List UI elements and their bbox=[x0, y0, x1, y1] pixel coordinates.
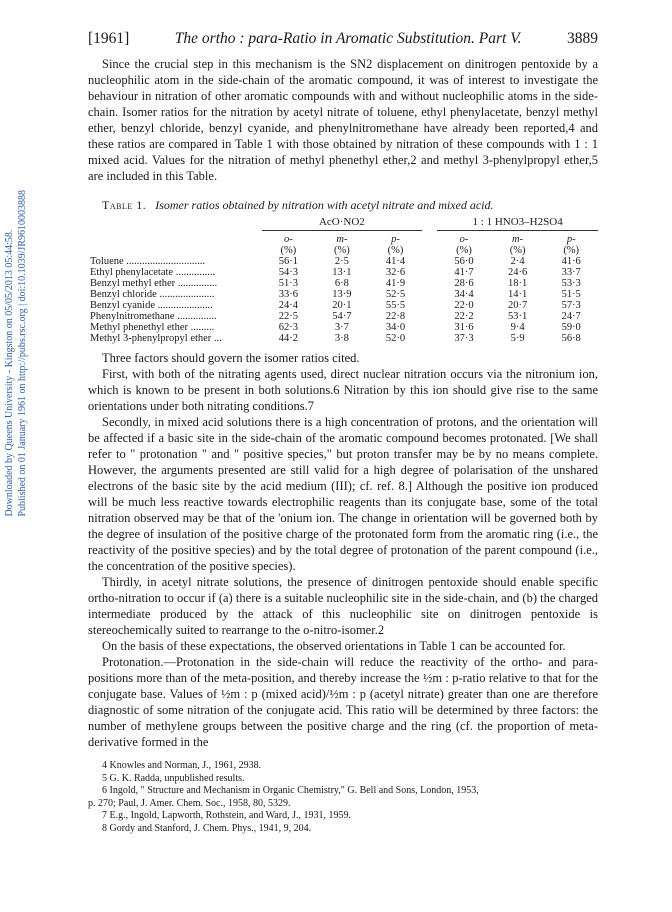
isomer-header: m- bbox=[336, 234, 348, 245]
isomer-header: p- bbox=[566, 234, 576, 245]
value-cell: 53·1 bbox=[507, 311, 528, 322]
value-cell: 2·4 bbox=[510, 256, 525, 267]
unit-label: (%) bbox=[509, 245, 526, 256]
value-cell: 41·7 bbox=[454, 267, 474, 278]
compound-name: Methyl 3-phenylpropyl ether ... bbox=[90, 333, 222, 344]
value-cell: 62·3 bbox=[278, 322, 298, 333]
protonation-paragraph: Protonation.—Protonation in the side-chain will reduce the reactivity of the ortho- and para-positions more than of the meta-position, and thereby increase the ½m : p-ratio relative to that for the conjugate base. Values of ½m : p (mixed acid)/½m : p (acetyl nitrate) greater than one are therefore diagnostic of some nitration of the conjugate acid. This ratio will be determined by three factors: the number of methylene groups between the positive charge and the ring (cf. the proportion of meta-derivative formed in the bbox=[88, 655, 598, 749]
value-cell: 20·1 bbox=[332, 300, 352, 311]
value-cell: 37·3 bbox=[454, 333, 474, 344]
isomer-header: p- bbox=[391, 234, 400, 245]
compound-name: Benzyl chloride ..................... bbox=[90, 289, 215, 300]
running-header bbox=[88, 30, 598, 48]
table-row bbox=[88, 322, 598, 333]
watermark-line-1: Downloaded by Queens University - Kingston on 05/05/2013 05:44:58. bbox=[4, 229, 15, 517]
value-cell: 57·3 bbox=[561, 300, 581, 311]
value-cell: 34·4 bbox=[454, 289, 474, 300]
value-cell: 34·0 bbox=[385, 322, 406, 333]
compound-name: Benzyl methyl ether ............... bbox=[90, 278, 218, 289]
value-cell: 3·7 bbox=[334, 322, 349, 333]
footnotes bbox=[88, 760, 598, 835]
value-cell: 2·5 bbox=[334, 256, 349, 267]
value-cell: 5·9 bbox=[510, 333, 525, 344]
value-cell: 22·2 bbox=[454, 311, 474, 322]
group-mixed-acid: 1 : 1 HNO3–H2SO4 bbox=[472, 216, 563, 228]
header-title: The ortho : para-Ratio in Aromatic Substitution. Part V. bbox=[174, 30, 522, 47]
header-year: [1961] bbox=[88, 30, 130, 47]
isomer-header-row bbox=[88, 234, 598, 245]
value-cell: 41·6 bbox=[561, 256, 581, 267]
value-cell: 13·1 bbox=[332, 267, 352, 278]
isomer-header: m- bbox=[512, 234, 524, 245]
compound-name: Methyl phenethyl ether ......... bbox=[90, 322, 215, 333]
value-cell: 9·4 bbox=[510, 322, 525, 333]
value-cell: 56·1 bbox=[278, 256, 298, 267]
page bbox=[88, 30, 598, 835]
value-cell: 54·3 bbox=[278, 267, 298, 278]
compound-name: Toluene .............................. bbox=[90, 256, 206, 267]
value-cell: 18·1 bbox=[507, 278, 528, 289]
table-title: Isomer ratios obtained by nitration with acetyl nitrate and mixed acid. bbox=[155, 198, 494, 212]
value-cell: 22·8 bbox=[385, 311, 406, 322]
table-row bbox=[88, 311, 598, 322]
body-paragraph: Three factors should govern the isomer ratios cited. bbox=[102, 351, 360, 365]
unit-row bbox=[88, 245, 598, 256]
value-cell: 13·9 bbox=[332, 289, 352, 300]
unit-label: (%) bbox=[280, 245, 297, 256]
footnote-continuation: p. 270; Paul, J. Amer. Chem. Soc., 1958, 80, 5329. bbox=[88, 797, 291, 809]
value-cell: 33·6 bbox=[278, 289, 298, 300]
value-cell: 56·0 bbox=[454, 256, 474, 267]
body-paragraph: Thirdly, in acetyl nitrate solutions, the presence of dinitrogen pentoxide should enable specific ortho-nitration to occur if (a) there is a suitable nucleophilic site in the side-chain, and (b) the charged intermediate produced by the attack of this nucleophilic site on dinitrogen pentoxide is stereochemically suited to rearrange to the o-nitro-isomer.2 bbox=[88, 575, 598, 637]
table-row bbox=[88, 289, 598, 300]
download-watermark bbox=[3, 190, 29, 517]
value-cell: 3·8 bbox=[334, 333, 349, 344]
table-row bbox=[88, 300, 598, 311]
intro-paragraph: Since the crucial step in this mechanism is the SN2 displacement on dinitrogen pentoxide by a nucleophilic atom in the side-chain of the aromatic compound, it was of interest to investigate the behaviour in nitration of other aromatic compounds with and without nucleophilic atoms in the side-chain. Isomer ratios for the nitration by acetyl nitrate of toluene, ethyl phenylacetate, benzyl methyl ether, benzyl chloride, benzyl cyanide, and phenylnitromethane have already been reported,4 and these ratios are compared in Table 1 with those obtained by nitration of these compounds with 1 : 1 mixed acid. Values for the nitration of methyl phenethyl ether,2 and methyl 3-phenylpropyl ether,5 are included in this Table. bbox=[88, 57, 598, 183]
table-row bbox=[88, 256, 598, 267]
value-cell: 24·4 bbox=[278, 300, 298, 311]
group-acetyl-nitrate: AcO·NO2 bbox=[318, 216, 365, 228]
value-cell: 56·8 bbox=[561, 333, 581, 344]
value-cell: 24·6 bbox=[507, 267, 528, 278]
watermark-line-2: Published on 01 January 1961 on http://pubs.rsc.org | doi:10.1039/JR9610003888 bbox=[17, 190, 28, 517]
value-cell: 14·1 bbox=[507, 289, 528, 300]
value-cell: 44·2 bbox=[278, 333, 298, 344]
unit-label: (%) bbox=[456, 245, 472, 256]
value-cell: 52·5 bbox=[385, 289, 406, 300]
value-cell: 41·4 bbox=[385, 256, 406, 267]
value-cell: 51·3 bbox=[278, 278, 298, 289]
value-cell: 24·7 bbox=[561, 311, 581, 322]
value-cell: 54·7 bbox=[332, 311, 352, 322]
value-cell: 20·7 bbox=[507, 300, 528, 311]
value-cell: 52·0 bbox=[385, 333, 406, 344]
compound-name: Ethyl phenylacetate ............... bbox=[90, 267, 216, 278]
value-cell: 31·6 bbox=[454, 322, 474, 333]
compound-name: Benzyl cyanide ..................... bbox=[90, 300, 213, 311]
footnote: 7 E.g., Ingold, Lapworth, Rothstein, and Ward, J., 1931, 1959. bbox=[102, 810, 351, 821]
body-paragraph: Secondly, in mixed acid solutions there is a high concentration of protons, and the orientation will be affected if a basic site in the side-chain of the aromatic compound becomes protonated. [We shall refer to " protonation " and " positive species," but proton transfer may be by no means complete. However, the arguments presented are still valid for a high degree of polarisation of the unshared electrons of the basic site by the acid medium (III); cf. ref. 8.] Although the positive ion produced will be much less reactive towards electrophilic reagents than its conjugate base, some of the total nitration observed may be that of the 'onium ion. The change in orientation will be governed both by the degree of insulation of the positive charge of the protonated form from the aromatic ring (i.e., the reactivity of the positive species) and by the total degree of protonation of the parent compound (i.e., the concentration of the positive species). bbox=[88, 415, 598, 573]
footnote: 4 Knowles and Norman, J., 1961, 2938. bbox=[102, 760, 262, 771]
table-number: Table 1. bbox=[102, 198, 147, 212]
table-caption bbox=[102, 198, 598, 213]
value-cell: 6·8 bbox=[334, 278, 349, 289]
table-row bbox=[88, 333, 598, 344]
value-cell: 53·3 bbox=[561, 278, 581, 289]
footnote: 5 G. K. Radda, unpublished results. bbox=[102, 772, 245, 784]
page-number: 3889 bbox=[567, 30, 598, 47]
value-cell: 55·5 bbox=[385, 300, 406, 311]
table-row bbox=[88, 267, 598, 278]
table-row bbox=[88, 278, 598, 289]
footnote: 6 Ingold, " Structure and Mechanism in Organic Chemistry," G. Bell and Sons, London, 1953, bbox=[102, 785, 479, 796]
body-paragraph: On the basis of these expectations, the observed orientations in Table 1 can be accounted for. bbox=[102, 639, 566, 653]
unit-label: (%) bbox=[563, 245, 580, 256]
value-cell: 33·7 bbox=[561, 267, 581, 278]
body-paragraph: First, with both of the nitrating agents used, direct nuclear nitration occurs via the nitronium ion, which is known to be present in both solutions.6 Nitration by this ion should give rise to the same orientations under both nitrating conditions.7 bbox=[88, 367, 598, 413]
value-cell: 28·6 bbox=[454, 278, 474, 289]
value-cell: 32·6 bbox=[385, 267, 406, 278]
footnote: 8 Gordy and Stanford, J. Chem. Phys., 1941, 9, 204. bbox=[102, 822, 312, 834]
isomer-ratio-table bbox=[88, 217, 598, 344]
value-cell: 59·0 bbox=[561, 322, 581, 333]
value-cell: 22·0 bbox=[454, 300, 474, 311]
value-cell: 41·9 bbox=[385, 278, 406, 289]
unit-label: (%) bbox=[387, 245, 404, 256]
unit-label: (%) bbox=[334, 245, 350, 256]
compound-name: Phenylnitromethane ............... bbox=[90, 311, 217, 322]
isomer-header: o- bbox=[283, 234, 293, 245]
value-cell: 51·5 bbox=[561, 289, 581, 300]
value-cell: 22·5 bbox=[278, 311, 298, 322]
isomer-header: o- bbox=[459, 234, 469, 245]
